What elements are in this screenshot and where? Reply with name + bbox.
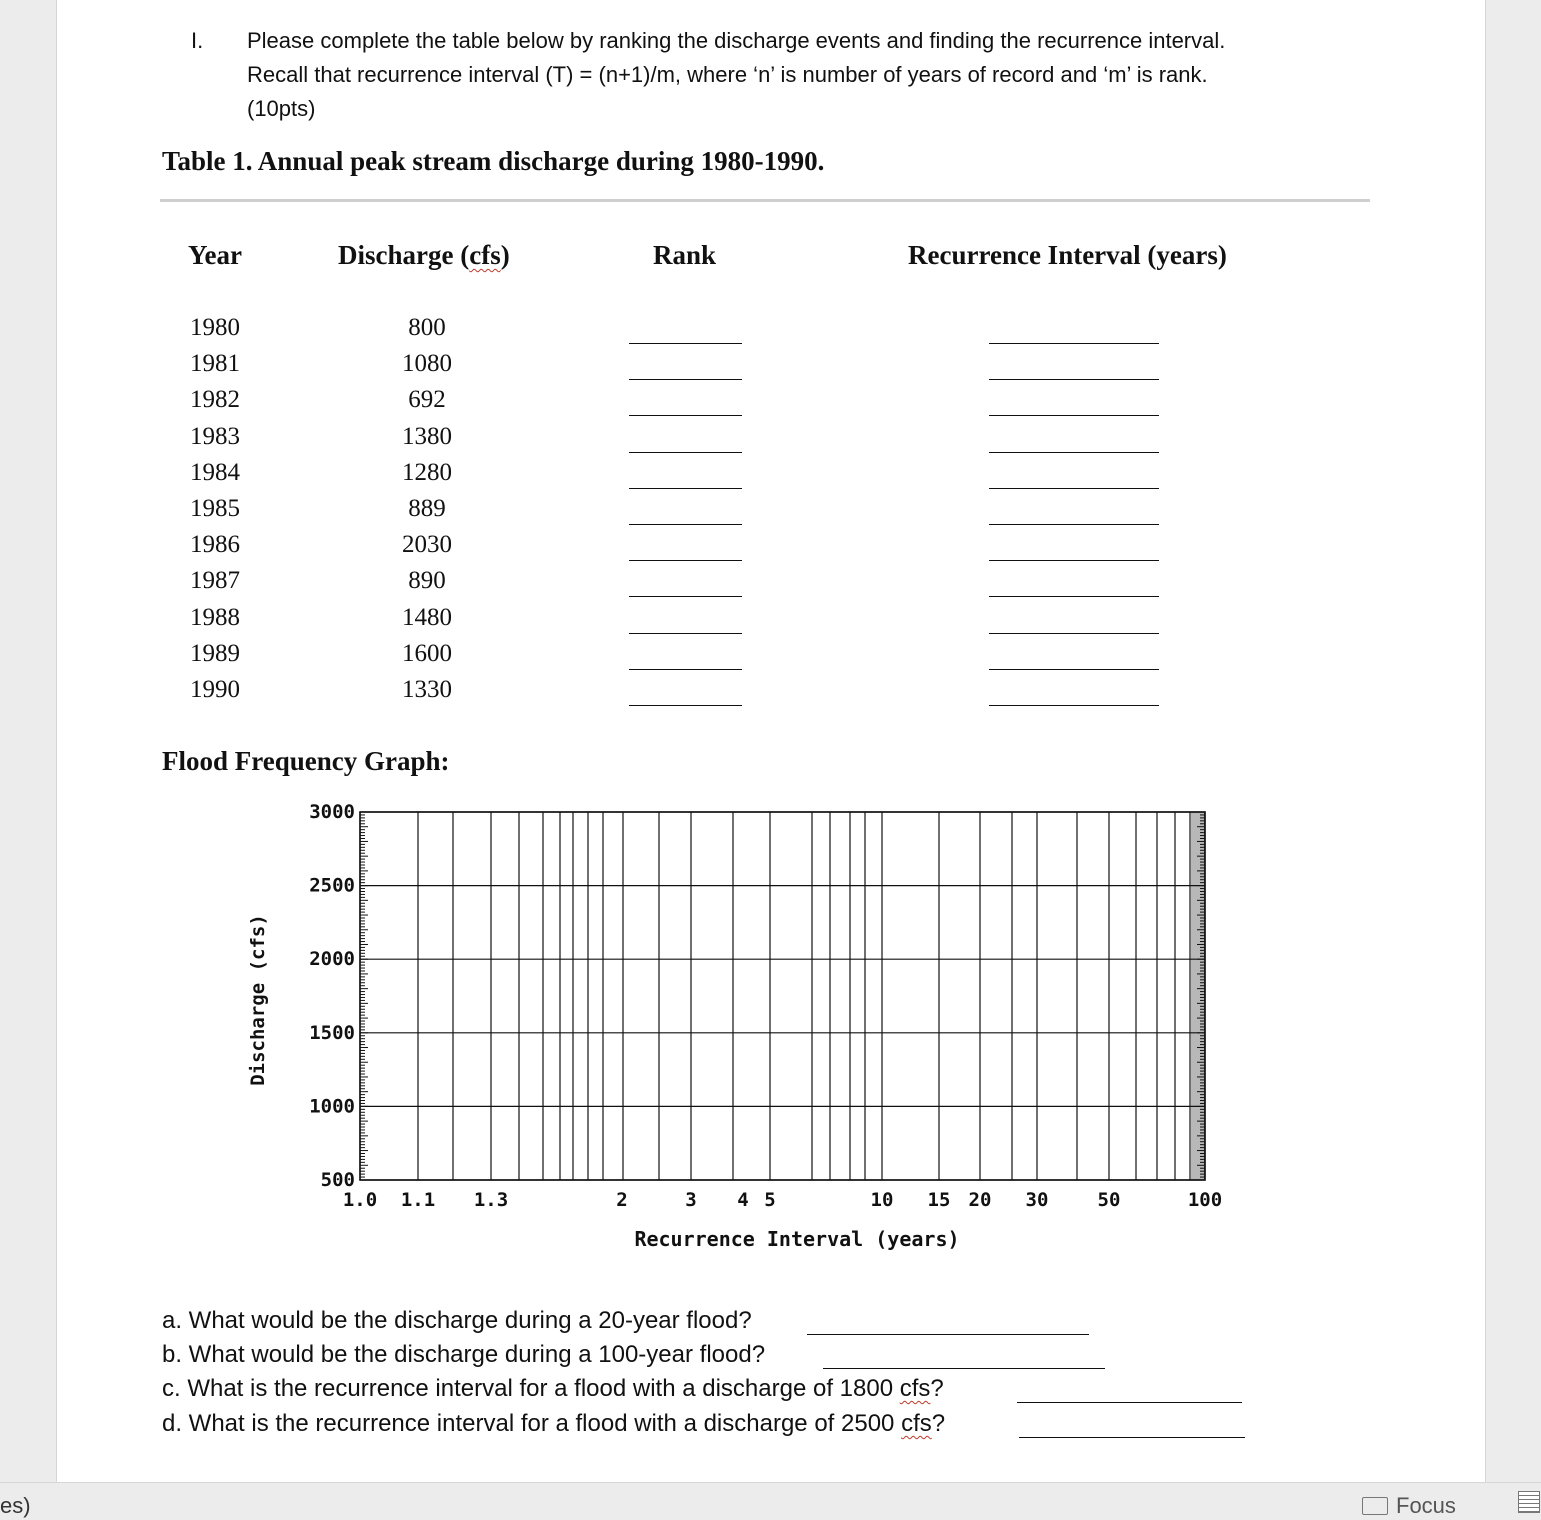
x-tick-label: 15 — [927, 1189, 951, 1211]
x-tick-label: 20 — [968, 1189, 992, 1211]
question-unit: cfs — [899, 1375, 931, 1402]
x-tick-label: 30 — [1025, 1189, 1049, 1211]
question-text: b. What would be the discharge during a 100-year flood? — [162, 1341, 766, 1368]
answer-blank[interactable] — [1017, 1402, 1242, 1403]
question-a — [162, 1307, 752, 1335]
table-cell-discharge: 1380 — [402, 422, 452, 450]
rank-answer-blank[interactable] — [629, 524, 742, 525]
y-tick-label: 2000 — [309, 948, 355, 971]
table-cell-discharge: 2030 — [402, 531, 452, 559]
question-text: c. What is the recurrence interval for a flood with a discharge of 1800 — [162, 1375, 900, 1402]
table-cell-discharge: 1280 — [402, 458, 452, 486]
rank-answer-blank[interactable] — [629, 560, 742, 561]
rank-answer-blank[interactable] — [629, 596, 742, 597]
header-discharge — [338, 240, 510, 271]
x-tick-label: 2 — [616, 1189, 628, 1211]
question-text: d. What is the recurrence interval for a flood with a discharge of 2500 — [162, 1410, 902, 1437]
table-cell-year: 1982 — [190, 386, 240, 414]
header-discharge-suffix: ) — [500, 240, 510, 270]
x-tick-label: 5 — [764, 1189, 776, 1211]
rank-answer-blank[interactable] — [629, 343, 742, 344]
focus-label: Focus — [1396, 1493, 1456, 1518]
question-text: a. What would be the discharge during a 20-year flood? — [162, 1307, 752, 1334]
focus-button[interactable] — [1362, 1493, 1456, 1519]
table-cell-discharge: 1480 — [402, 603, 452, 631]
y-axis-label: Discharge (cfs) — [247, 914, 269, 1086]
recurrence-answer-blank[interactable] — [989, 524, 1159, 525]
table-cell-year: 1988 — [190, 603, 240, 631]
answer-blank[interactable] — [823, 1368, 1105, 1369]
recurrence-answer-blank[interactable] — [989, 705, 1159, 706]
table-cell-year: 1983 — [190, 422, 240, 450]
question-number: I. — [191, 28, 204, 53]
table-cell-discharge: 889 — [408, 495, 446, 522]
rank-answer-blank[interactable] — [629, 415, 742, 416]
x-tick-label: 4 — [737, 1189, 749, 1211]
x-tick-label: 100 — [1187, 1189, 1223, 1211]
table-cell-discharge: 1080 — [402, 350, 452, 378]
graph-title: Flood Frequency Graph: — [162, 746, 450, 776]
rank-answer-blank[interactable] — [629, 669, 742, 670]
rank-answer-blank[interactable] — [629, 452, 742, 453]
focus-icon — [1362, 1497, 1388, 1515]
recurrence-answer-blank[interactable] — [989, 560, 1159, 561]
table-cell-year: 1984 — [190, 458, 240, 486]
status-left-text: es) — [0, 1493, 31, 1518]
x-tick-label: 1.0 — [342, 1189, 378, 1211]
header-recurrence-interval: Recurrence Interval (years) — [908, 240, 1227, 270]
table-cell-year: 1981 — [190, 350, 240, 378]
recurrence-answer-blank[interactable] — [989, 379, 1159, 380]
recurrence-answer-blank[interactable] — [989, 415, 1159, 416]
rank-answer-blank[interactable] — [629, 488, 742, 489]
table-cell-year: 1987 — [190, 567, 240, 595]
question-b — [162, 1341, 765, 1369]
x-tick-label: 10 — [870, 1189, 894, 1211]
recurrence-answer-blank[interactable] — [989, 343, 1159, 344]
question-text-end: ? — [931, 1410, 946, 1437]
recurrence-answer-blank[interactable] — [989, 669, 1159, 670]
header-rank: Rank — [653, 240, 717, 270]
header-discharge-unit: cfs — [469, 240, 501, 270]
question-text-end: ? — [930, 1375, 944, 1402]
question-unit: cfs — [901, 1410, 932, 1437]
instruction-line-2: Recall that recurrence interval (T) = (n+1)/m, where ‘n’ is number of years of record and ‘m’ is rank. — [247, 62, 1208, 87]
rank-answer-blank[interactable] — [629, 705, 742, 706]
print-layout-icon[interactable] — [1518, 1491, 1540, 1513]
recurrence-answer-blank[interactable] — [989, 488, 1159, 489]
x-tick-label: 1.3 — [473, 1189, 509, 1211]
instruction-line-1: Please complete the table below by ranking the discharge events and finding the recurrence interval. — [247, 28, 1226, 53]
table-cell-year: 1980 — [190, 314, 240, 341]
rank-answer-blank[interactable] — [629, 633, 742, 634]
rank-answer-blank[interactable] — [629, 379, 742, 380]
answer-blank[interactable] — [1019, 1437, 1245, 1438]
table-cell-year: 1990 — [190, 676, 240, 703]
y-tick-label: 1500 — [309, 1021, 355, 1044]
x-axis-label: Recurrence Interval (years) — [634, 1227, 960, 1251]
table-cell-discharge: 1330 — [402, 676, 452, 703]
plot-frame — [360, 812, 1205, 1180]
status-bar — [0, 1482, 1541, 1520]
table-cell-year: 1986 — [190, 531, 240, 559]
recurrence-answer-blank[interactable] — [989, 452, 1159, 453]
table-cell-discharge: 1600 — [402, 639, 452, 667]
x-tick-label: 3 — [685, 1189, 697, 1211]
x-tick-label: 1.1 — [400, 1189, 436, 1211]
y-tick-label: 1000 — [309, 1095, 355, 1118]
recurrence-answer-blank[interactable] — [989, 596, 1159, 597]
y-tick-label: 500 — [320, 1169, 355, 1191]
document-page — [56, 0, 1486, 1482]
header-discharge-prefix: Discharge ( — [338, 240, 470, 270]
divider — [160, 199, 1370, 202]
answer-blank[interactable] — [807, 1334, 1089, 1335]
y-tick-label: 3000 — [309, 801, 355, 823]
instruction-line-3: (10pts) — [247, 96, 316, 121]
question-d — [162, 1410, 945, 1438]
table-cell-discharge: 692 — [408, 386, 446, 414]
table-cell-year: 1985 — [190, 495, 240, 522]
flood-frequency-graph — [177, 790, 1223, 1270]
recurrence-answer-blank[interactable] — [989, 633, 1159, 634]
table-cell-year: 1989 — [190, 639, 240, 667]
header-year: Year — [188, 240, 242, 270]
table-caption: Table 1. Annual peak stream discharge during 1980-1990. — [162, 146, 825, 176]
y-tick-label: 2500 — [309, 874, 355, 897]
question-c — [162, 1375, 944, 1403]
table-cell-discharge: 800 — [408, 314, 446, 341]
x-tick-label: 50 — [1097, 1189, 1121, 1211]
table-cell-discharge: 890 — [408, 567, 446, 595]
